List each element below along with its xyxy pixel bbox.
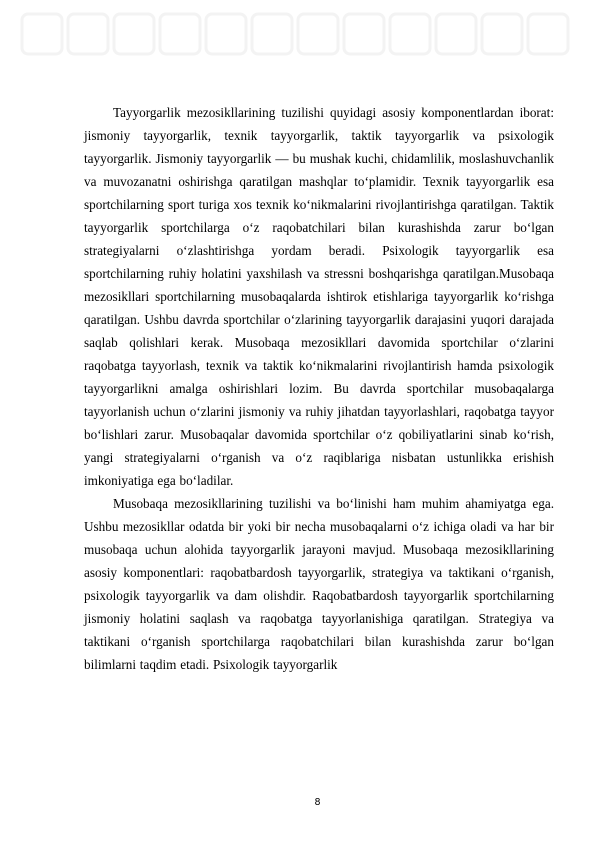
paragraph: Tayyorgarlik mezosikllarining tuzilishi quyidagi asosiy komponentlardan iborat: jismoniy tayyorgarlik, texnik tayyorgarlik, taktik tayyorgarlik va psixologik tayyorgarlik. Jismoniy tayyorgarlik — bu mushak kuchi, chidamlilik, moslashuvchanlik va muvozanatni oshirishga qaratilgan mashqlar to‘plamidir. Texnik tayyorgarlik esa sportchilarning sport turiga xos texnik ko‘nikmalarini rivojlantirishga qaratilgan. Taktik tayyorgarlik sportchilarga o‘z raqobatchilari bilan kurashishda zarur bo‘lgan strategiyalarni o‘zlashtirishga yordam beradi. Psixologik tayyorgarlik esa sportchilarning ruhiy holatini yaxshilash va stressni boshqarishga qaratilgan.Musobaqa mezosikllari sportchilarning musobaqalarda ishtirok etishlariga tayyorgarlik ko‘rishga qaratilgan. Ushbu davrda sportchilar o‘zlarining tayyorgarlik darajasini yuqori darajada saqlab qolishlari kerak. Musobaqa mezosikllari davomida sportchilar o‘zlarini raqobatga tayyorlash, texnik va taktik ko‘nikmalarini rivojlantirish hamda psixologik tayyorgarlikni amalga oshirishlari lozim. Bu davrda sportchilar musobaqalarga tayyorlanish uchun o‘zlarini jismoniy va ruhiy jihatdan tayyorlashlari, raqobatga tayyor bo‘lishlari zarur. Musobaqalar davomida sportchilar o‘z qobiliyatlarini sinab ko‘rish, yangi strategiyalarni o‘rganish va o‘z raqiblariga nisbatan ustunlikka erishish imkoniyatiga ega bo‘ladilar.	[84, 105, 554, 488]
body-text	[84, 101, 554, 676]
paragraph: Musobaqa mezosikllarining tuzilishi va bo‘linishi ham muhim ahamiyatga ega. Ushbu mezosikllar odatda bir yoki bir necha musobaqalarni o‘z ichiga oladi va har bir musobaqa uchun alohida tayyorgarlik jarayoni mavjud. Musobaqa mezosikllarining asosiy komponentlari: raqobatbardosh tayyorgarlik, strategiya va taktikani o‘rganish, psixologik tayyorgarlik va dam olishdir. Raqobatbardosh tayyorgarlik sportchilarning jismoniy holatini saqlash va raqobatga tayyorlanishiga qaratilgan. Strategiya va taktikani o‘rganish sportchilarga raqobatchilari bilan kurashishda zarur bo‘lgan bilimlarni taqdim etadi. Psixologik tayyorgarlik	[84, 496, 554, 672]
page-number: 8	[314, 797, 321, 808]
